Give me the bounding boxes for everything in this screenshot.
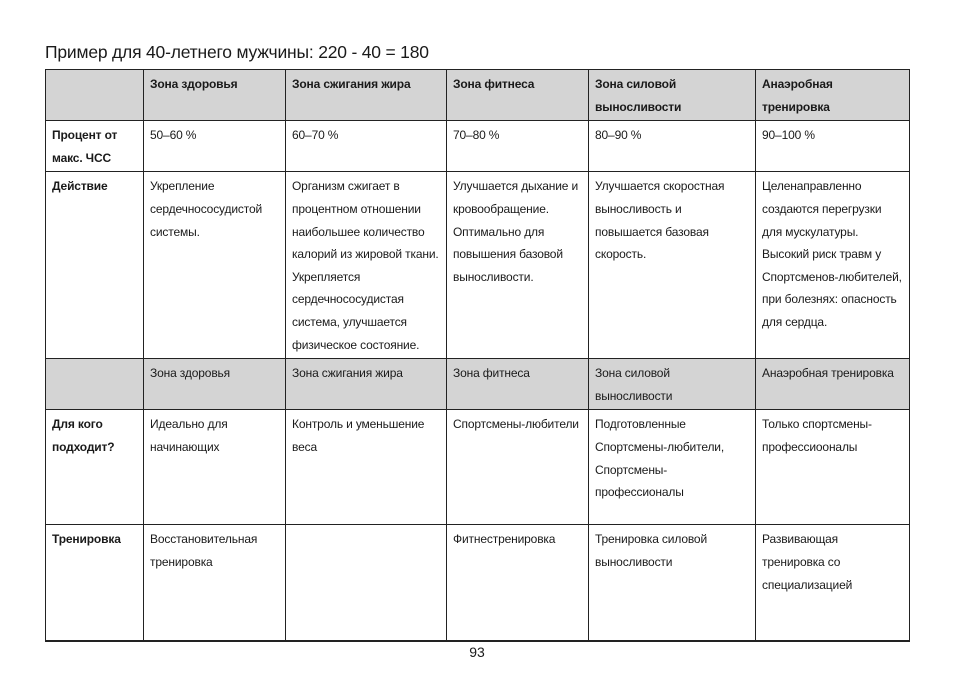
table-row — [46, 172, 910, 359]
table-cell: Фитнестренировка — [447, 525, 589, 641]
table-cell: Развивающая тренировка со специализацией — [756, 525, 910, 641]
row-label-max-hr: Процент от макс. ЧСС — [46, 121, 144, 172]
header-cell-strength-endurance-zone: Зона силовой выносливости — [589, 70, 756, 121]
subheader-cell-empty — [46, 359, 144, 410]
header-cell-health-zone: Зона здоровья — [144, 70, 286, 121]
table-cell: Целенаправленно создаются перегрузки для мускулатуры. Высокий риск травм у Спортсменов-любителей, при болезнях: опасность для сердца. — [756, 172, 910, 359]
table-row — [46, 121, 910, 172]
header-cell-empty — [46, 70, 144, 121]
header-cell-anaerobic-zone: Анаэробная тренировка — [756, 70, 910, 121]
table-cell: 60–70 % — [286, 121, 447, 172]
table-row — [46, 525, 910, 641]
table-cell: 50–60 % — [144, 121, 286, 172]
table-cell — [286, 525, 447, 641]
subheader-cell-fat-burn-zone: Зона сжигания жира — [286, 359, 447, 410]
header-cell-fat-burn-zone: Зона сжигания жира — [286, 70, 447, 121]
table-cell: Тренировка силовой выносливости — [589, 525, 756, 641]
heart-rate-zones-table — [45, 69, 910, 642]
row-label-training: Тренировка — [46, 525, 144, 641]
table-cell: Восстановительная тренировка — [144, 525, 286, 641]
page-number: 93 — [469, 644, 485, 660]
row-label-for-whom: Для кого подходит? — [46, 410, 144, 525]
table-cell: Улучшается дыхание и кровообращение. Оптимально для повышения базовой выносливости. — [447, 172, 589, 359]
table-cell: Укрепление сердечнососудистой системы. — [144, 172, 286, 359]
table-cell: 90–100 % — [756, 121, 910, 172]
table-row — [46, 410, 910, 525]
table-cell: Организм сжигает в процентном отношении наибольшее количество калорий из жировой ткани. Укрепляется сердечнососудистая система, улучшается физическое состояние. — [286, 172, 447, 359]
subheader-cell-strength-endurance-zone: Зона силовой выносливости — [589, 359, 756, 410]
page-title: Пример для 40-летнего мужчины: 220 - 40 = 180 — [45, 42, 429, 62]
row-label-action: Действие — [46, 172, 144, 359]
table-header-row — [46, 70, 910, 121]
table-cell: Спортсмены-любители — [447, 410, 589, 525]
subheader-cell-fitness-zone: Зона фитнеса — [447, 359, 589, 410]
table-cell: Идеально для начинающих — [144, 410, 286, 525]
table-cell: Контроль и уменьшение веса — [286, 410, 447, 525]
subheader-cell-anaerobic-zone: Анаэробная тренировка — [756, 359, 910, 410]
table-cell: 80–90 % — [589, 121, 756, 172]
header-cell-fitness-zone: Зона фитнеса — [447, 70, 589, 121]
table-cell: 70–80 % — [447, 121, 589, 172]
subheader-cell-health-zone: Зона здоровья — [144, 359, 286, 410]
table-cell: Улучшается скоростная выносливость и повышается базовая скорость. — [589, 172, 756, 359]
table-subheader-row — [46, 359, 910, 410]
table-cell: Только спортсмены-профессиооналы — [756, 410, 910, 525]
table-cell: Подготовленные Спортсмены-любители, Спортсмены-профессионалы — [589, 410, 756, 525]
